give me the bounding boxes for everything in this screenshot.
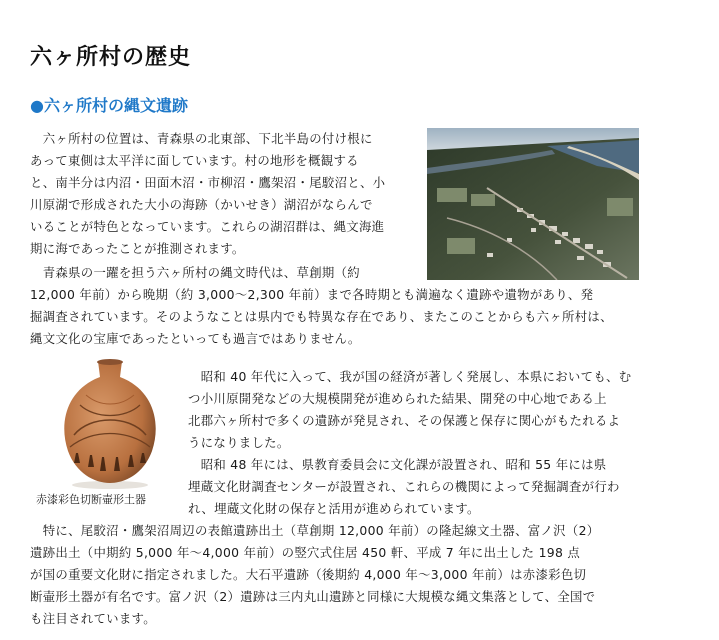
- text-line: いることが特色となっています。これらの湖沼群は、縄文海進: [30, 219, 385, 234]
- text-line: 昭和 48 年には、県教育委員会に文化課が設置され、昭和 55 年には県: [188, 457, 607, 472]
- text-line: 断壷形土器が有名です。富ノ沢（2）遺跡は三内丸山遺跡と同様に大規模な縄文集落として、全国で: [30, 589, 596, 604]
- text-line: 掘調査されています。そのようなことは県内でも特異な存在であり、またこのことからも六ヶ所村は、: [30, 309, 613, 324]
- text-line: 昭和 40 年代に入って、我が国の経済が著しく発展し、本県においても、む: [188, 369, 632, 384]
- text-line: 縄文文化の宝庫であったといっても過言ではありません。: [30, 331, 361, 346]
- text-line: 12,000 年前）から晩期（約 3,000～2,300 年前）まで各時期とも満遍なく遺跡や遺物があり、発: [30, 287, 594, 302]
- text-line: 青森県の一躍を担う六ヶ所村の縄文時代は、草創期（約: [30, 265, 360, 280]
- text-line: あって東側は太平洋に面しています。村の地形を概観する: [30, 153, 359, 168]
- text-line: 川原湖で形成された大小の海跡（かいせき）湖沼がならんで: [30, 197, 373, 212]
- aerial-photo: [427, 128, 639, 280]
- text-line: 期に海であったことが推測されます。: [30, 241, 245, 256]
- text-line: 埋蔵文化財調査センターが設置され、これらの機関によって発掘調査が行わ: [188, 479, 620, 494]
- text-line: 北郡六ヶ所村で多くの遺跡が発見され、その保護と保存に関心がもたれるよ: [188, 413, 621, 428]
- pottery-image: [40, 355, 180, 490]
- text-line: 遺跡出土（中期約 5,000 年～4,000 年前）の竪穴式住居 450 軒、平成 7 年に出土した 198 点: [30, 545, 581, 560]
- aerial-photo-image: [427, 128, 639, 280]
- pottery-caption: 赤漆彩色切断壷形土器: [36, 493, 146, 506]
- section-heading: ●六ヶ所村の縄文遺跡: [30, 96, 188, 115]
- text-line: が国の重要文化財に指定されました。大石平遺跡（後期約 4,000 年～3,000 年前）は赤漆彩色切: [30, 567, 587, 582]
- text-line: れ、埋蔵文化財の保存と活用が進められています。: [188, 501, 480, 516]
- pottery-photo: [40, 355, 180, 490]
- text-line: 六ヶ所村の位置は、青森県の北東部、下北半島の付け根に: [30, 131, 373, 146]
- text-line: も注目されています。: [30, 611, 156, 626]
- text-line: つ小川原開発などの大規模開発が進められた結果、開発の中心地である上: [188, 391, 607, 406]
- text-line: 特に、尾駮沼・鷹架沼周辺の表館遺跡出土（草創期 12,000 年前）の隆起線文土器、富ノ沢（2）: [30, 523, 600, 538]
- text-line: うになりました。: [188, 435, 290, 450]
- page-title: 六ヶ所村の歴史: [30, 45, 192, 70]
- text-line: と、南半分は内沼・田面木沼・市柳沼・鷹架沼・尾駮沼と、小: [30, 175, 386, 190]
